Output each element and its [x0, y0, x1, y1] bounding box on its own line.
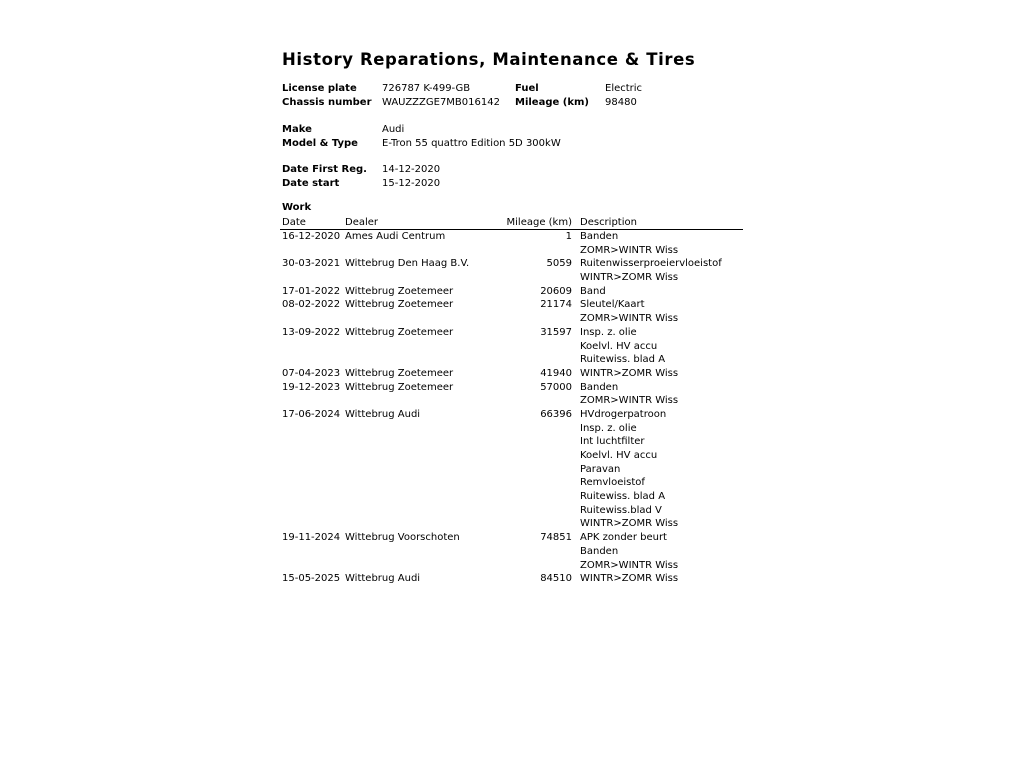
model-label: Model & Type [282, 138, 358, 149]
make-label: Make [282, 124, 312, 135]
row-mileage: 20609 [540, 285, 572, 297]
row-mileage: 41940 [540, 367, 572, 379]
row-description [580, 298, 743, 325]
date-start-value: 15-12-2020 [382, 178, 441, 189]
table-row [280, 367, 743, 381]
mileage-label: Mileage (km) [515, 97, 589, 108]
chassis-label: Chassis number [282, 97, 372, 108]
work-table [280, 216, 743, 586]
description-line: Koelvl. HV accu [580, 340, 658, 352]
page-title: History Reparations, Maintenance & Tires [282, 50, 696, 69]
table-row [280, 381, 743, 408]
row-mileage: 21174 [540, 299, 572, 311]
row-mileage: 57000 [540, 381, 572, 393]
row-description [580, 531, 743, 572]
row-date: 30-03-2021 [282, 258, 341, 270]
row-dealer: Wittebrug Zoetemeer [345, 299, 454, 311]
row-description [580, 326, 743, 367]
description-line: Ruitewiss.blad V [580, 504, 662, 516]
license-plate-label: License plate [282, 83, 357, 94]
row-date: 19-11-2024 [282, 532, 341, 544]
fuel-label: Fuel [515, 83, 539, 94]
description-line: Band [580, 285, 606, 297]
description-line: Banden [580, 231, 619, 242]
row-date: 17-01-2022 [282, 285, 341, 297]
description-line: Ruitewiss. blad A [580, 491, 666, 503]
description-line: ZOMR>WINTR Wiss [580, 313, 679, 325]
row-description [580, 230, 743, 257]
row-mileage: 84510 [540, 573, 572, 585]
description-line: Insp. z. olie [580, 326, 637, 338]
description-line: ZOMR>WINTR Wiss [580, 559, 679, 571]
description-line: Paravan [580, 463, 621, 475]
work-table-body [280, 230, 743, 586]
table-row [280, 326, 743, 367]
description-line: Koelvl. HV accu [580, 450, 658, 461]
description-line: Banden [580, 545, 619, 557]
row-dealer: Wittebrug Zoetemeer [345, 381, 454, 393]
row-mileage: 31597 [540, 326, 572, 338]
first-reg-value: 14-12-2020 [382, 164, 441, 175]
row-date: 13-09-2022 [282, 326, 341, 338]
work-table-header [280, 216, 743, 230]
license-plate-value: 726787 K-499-GB [382, 83, 471, 94]
description-line: Remvloeistof [580, 477, 645, 489]
col-header-description: Description [580, 217, 637, 228]
row-dealer: Wittebrug Audi [345, 573, 421, 585]
description-line: Int luchtfilter [580, 436, 645, 448]
col-header-mileage: Mileage (km) [506, 217, 572, 228]
fuel-value: Electric [605, 83, 643, 94]
row-description [580, 367, 743, 381]
table-row [280, 572, 743, 586]
row-dealer: Wittebrug Voorschoten [345, 532, 460, 544]
description-line: WINTR>ZOMR Wiss [580, 573, 679, 585]
row-dealer: Wittebrug Zoetemeer [345, 285, 454, 297]
description-line: APK zonder beurt [580, 532, 667, 544]
table-row [280, 230, 743, 257]
description-line: WINTR>ZOMR Wiss [580, 367, 679, 379]
row-mileage: 5059 [546, 258, 572, 270]
row-date: 17-06-2024 [282, 408, 341, 420]
description-line: HVdrogerpatroon [580, 408, 667, 420]
row-mileage: 1 [565, 231, 572, 242]
row-description [580, 257, 743, 284]
date-start-label: Date start [282, 178, 340, 189]
table-row [280, 531, 743, 572]
description-line: WINTR>ZOMR Wiss [580, 272, 679, 284]
description-line: WINTR>ZOMR Wiss [580, 518, 679, 530]
row-description [580, 285, 743, 299]
row-date: 07-04-2023 [282, 367, 341, 379]
row-dealer: Ames Audi Centrum [345, 231, 446, 242]
description-line: ZOMR>WINTR Wiss [580, 244, 679, 256]
row-mileage: 74851 [540, 532, 572, 544]
row-dealer: Wittebrug Den Haag B.V. [345, 258, 470, 270]
col-header-dealer: Dealer [345, 217, 379, 228]
description-line: Sleutel/Kaart [580, 299, 645, 311]
row-dealer: Wittebrug Audi [345, 408, 421, 420]
work-heading: Work [282, 202, 312, 213]
chassis-value: WAUZZZGE7MB016142 [382, 97, 500, 108]
row-date: 08-02-2022 [282, 299, 341, 311]
row-description [580, 572, 743, 586]
table-row [280, 257, 743, 284]
description-line: Ruitenwisserproeiervloeistof [580, 258, 722, 270]
mileage-value: 98480 [605, 97, 637, 108]
model-value: E-Tron 55 quattro Edition 5D 300kW [382, 138, 561, 149]
row-date: 16-12-2020 [282, 231, 341, 242]
description-line: ZOMR>WINTR Wiss [580, 395, 679, 407]
table-row [280, 298, 743, 325]
description-line: Insp. z. olie [580, 422, 637, 434]
row-dealer: Wittebrug Zoetemeer [345, 367, 454, 379]
description-line: Ruitewiss. blad A [580, 354, 666, 366]
description-line: Banden [580, 381, 619, 393]
row-description [580, 381, 743, 408]
row-mileage: 66396 [540, 408, 572, 420]
row-date: 15-05-2025 [282, 573, 341, 585]
make-value: Audi [382, 124, 405, 135]
first-reg-label: Date First Reg. [282, 164, 367, 175]
col-header-date: Date [282, 217, 306, 228]
row-description [580, 408, 743, 531]
table-row [280, 408, 743, 531]
row-date: 19-12-2023 [282, 381, 341, 393]
table-row [280, 285, 743, 299]
row-dealer: Wittebrug Zoetemeer [345, 326, 454, 338]
